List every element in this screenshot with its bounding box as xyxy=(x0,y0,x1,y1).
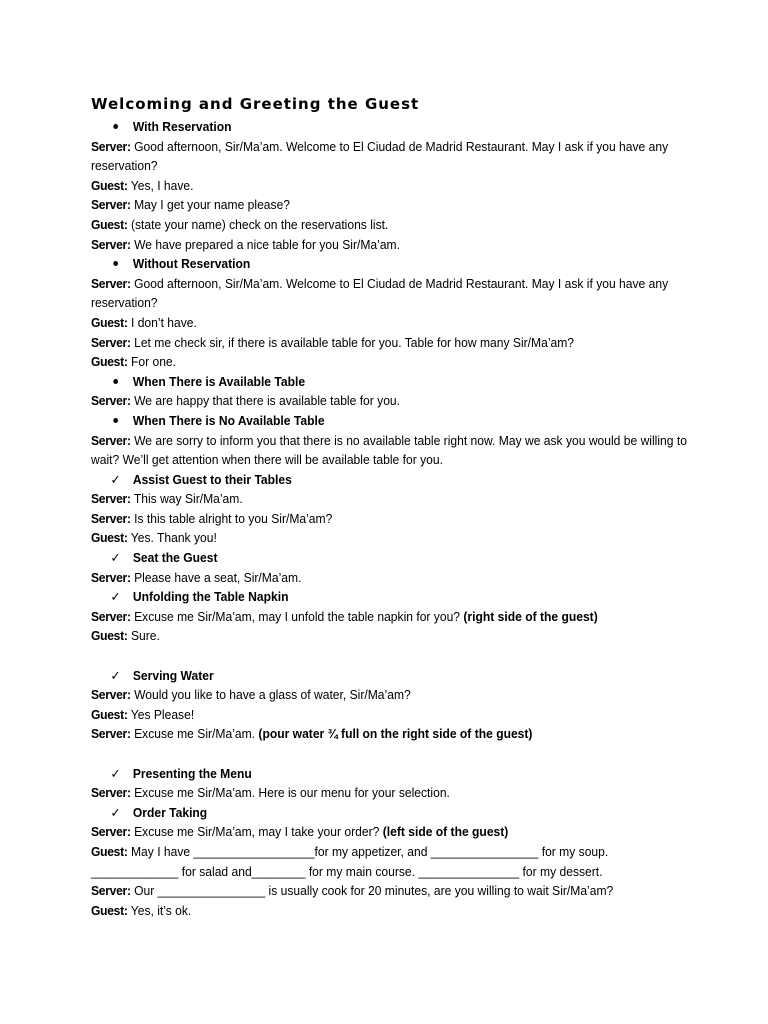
stage-note: (left side of the guest) xyxy=(382,824,509,840)
page-title: Welcoming and Greeting the Guest xyxy=(91,95,420,113)
speaker-label: Server: xyxy=(91,432,131,448)
dialog-line xyxy=(91,509,649,529)
dialog-text: Yes Please! xyxy=(130,706,195,722)
heading-text: Seat the Guest xyxy=(132,550,218,566)
speaker-label: Server: xyxy=(91,824,131,840)
speaker-label: Server: xyxy=(91,393,131,409)
heading-text: Serving Water xyxy=(132,667,214,683)
step-heading xyxy=(91,764,649,784)
checkmark-icon: ✓ xyxy=(110,804,121,820)
dialog-text: May I get your name please? xyxy=(134,197,291,213)
dialog-line xyxy=(91,352,649,372)
section-heading xyxy=(91,254,649,274)
speaker-label: Server: xyxy=(91,569,131,585)
step-heading xyxy=(91,666,649,686)
speaker-label: Server: xyxy=(91,510,131,526)
dialog-line xyxy=(91,783,649,803)
dialog-text: Yes. Thank you! xyxy=(130,530,217,546)
dialog-line xyxy=(91,528,649,548)
speaker-label: Guest: xyxy=(91,314,128,330)
dialog-line xyxy=(91,822,649,842)
dialog-text: Excuse me Sir/Ma’am, may I unfold the table napkin for you? xyxy=(134,608,461,624)
dialog-line xyxy=(91,685,649,705)
dialog-text: Excuse me Sir/Ma’am, may I take your order? xyxy=(134,824,380,840)
heading-text: When There is No Available Table xyxy=(132,412,325,428)
dialog-line xyxy=(91,724,649,744)
step-heading xyxy=(91,803,649,823)
dialog-text: We are happy that there is available table for you. xyxy=(134,393,401,409)
dialog-text: Excuse me Sir/Ma’am. xyxy=(134,726,256,742)
stage-note: (right side of the guest) xyxy=(463,608,598,624)
speaker-label: Guest: xyxy=(91,354,128,370)
speaker-label: Guest: xyxy=(91,902,128,918)
stage-note: (pour water ¾ full on the right side of the guest) xyxy=(258,726,533,742)
heading-text: When There is Available Table xyxy=(132,373,306,389)
dialog-line xyxy=(91,842,691,881)
dialog-text: Excuse me Sir/Ma’am. Here is our menu for your selection. xyxy=(134,785,450,801)
speaker-label: Server: xyxy=(91,491,131,507)
dialog-line xyxy=(91,195,649,215)
dialog-text: Sure. xyxy=(130,628,160,644)
dialog-line xyxy=(91,176,649,196)
dialog-line xyxy=(91,568,649,588)
speaker-label: Server: xyxy=(91,687,131,703)
speaker-label: Server: xyxy=(91,608,131,624)
dialog-line xyxy=(91,901,649,921)
step-heading xyxy=(91,587,649,607)
dialog-text: For one. xyxy=(130,354,177,370)
dialog-text: May I have __________________for my appetizer, and ________________ for my soup. _____________ for salad and________ for my main course. _______________ for my dessert. xyxy=(91,843,609,879)
speaker-label: Server: xyxy=(91,726,131,742)
step-heading xyxy=(91,470,649,490)
dialog-line xyxy=(91,431,691,470)
dialog-text: Please have a seat, Sir/Ma’am. xyxy=(134,569,302,585)
speaker-label: Server: xyxy=(91,883,131,899)
dialog-line xyxy=(91,881,649,901)
dialog-line xyxy=(91,626,649,646)
speaker-label: Guest: xyxy=(91,216,128,232)
dialog-text: Would you like to have a glass of water, Sir/Ma’am? xyxy=(134,687,411,703)
speaker-label: Guest: xyxy=(91,843,128,859)
checkmark-icon: ✓ xyxy=(110,589,121,605)
checkmark-icon: ✓ xyxy=(110,550,121,566)
dialog-text: Good afternoon, Sir/Ma’am. Welcome to El Ciudad de Madrid Restaurant. May I ask if you have any reservation? xyxy=(91,138,669,174)
speaker-label: Guest: xyxy=(91,530,128,546)
dialog-text: Is this table alright to you Sir/Ma’am? xyxy=(134,510,333,526)
dialog-line xyxy=(91,215,649,235)
checkmark-icon: ✓ xyxy=(110,765,121,781)
dialog-line xyxy=(91,391,649,411)
speaker-label: Server: xyxy=(91,197,131,213)
step-heading xyxy=(91,548,649,568)
heading-text: Order Taking xyxy=(132,804,208,820)
speaker-label: Server: xyxy=(91,334,131,350)
dialog-line xyxy=(91,313,649,333)
dialog-text: Yes, I have. xyxy=(130,177,194,193)
document-body xyxy=(91,94,691,920)
dialog-text: We are sorry to inform you that there is no available table right now. May we ask you would be willing to wait? We’ll get attention when there will be available table for you. xyxy=(91,432,687,468)
speaker-label: Server: xyxy=(91,275,131,291)
heading-text: Presenting the Menu xyxy=(132,765,252,781)
checkmark-icon: ✓ xyxy=(110,471,121,487)
speaker-label: Server: xyxy=(91,236,131,252)
heading-text: Assist Guest to their Tables xyxy=(132,471,292,487)
dialog-text: Good afternoon, Sir/Ma’am. Welcome to El Ciudad de Madrid Restaurant. May I ask if you have any reservation? xyxy=(91,275,669,311)
dialog-text: Yes, it’s ok. xyxy=(130,902,192,918)
speaker-label: Server: xyxy=(91,785,131,801)
dialog-line xyxy=(91,333,649,353)
dialog-line xyxy=(91,607,649,627)
section-heading xyxy=(91,117,649,137)
heading-text: Unfolding the Table Napkin xyxy=(132,589,289,605)
heading-text: Without Reservation xyxy=(132,256,251,272)
dialog-line xyxy=(91,705,649,725)
blank-line xyxy=(91,646,691,666)
blank-line xyxy=(91,744,691,764)
dialog-text: This way Sir/Ma’am. xyxy=(133,491,243,507)
dialog-text: I don’t have. xyxy=(130,314,197,330)
dialog-line xyxy=(91,235,649,255)
speaker-label: Server: xyxy=(91,138,131,154)
section-heading xyxy=(91,372,649,392)
section-heading xyxy=(91,411,649,431)
checkmark-icon: ✓ xyxy=(110,667,121,683)
dialog-line xyxy=(91,274,691,313)
dialog-text: Our ________________ is usually cook for 20 minutes, are you willing to wait Sir/Ma’am? xyxy=(134,883,614,899)
dialog-text: We have prepared a nice table for you Sir/Ma’am. xyxy=(134,236,400,252)
dialog-text: (state your name) check on the reservations list. xyxy=(130,216,389,232)
speaker-label: Guest: xyxy=(91,706,128,722)
dialog-line xyxy=(91,137,691,176)
speaker-label: Guest: xyxy=(91,628,128,644)
dialog-text: Let me check sir, if there is available table for you. Table for how many Sir/Ma’am? xyxy=(134,334,575,350)
dialog-line xyxy=(91,489,649,509)
speaker-label: Guest: xyxy=(91,177,128,193)
heading-text: With Reservation xyxy=(132,119,232,134)
